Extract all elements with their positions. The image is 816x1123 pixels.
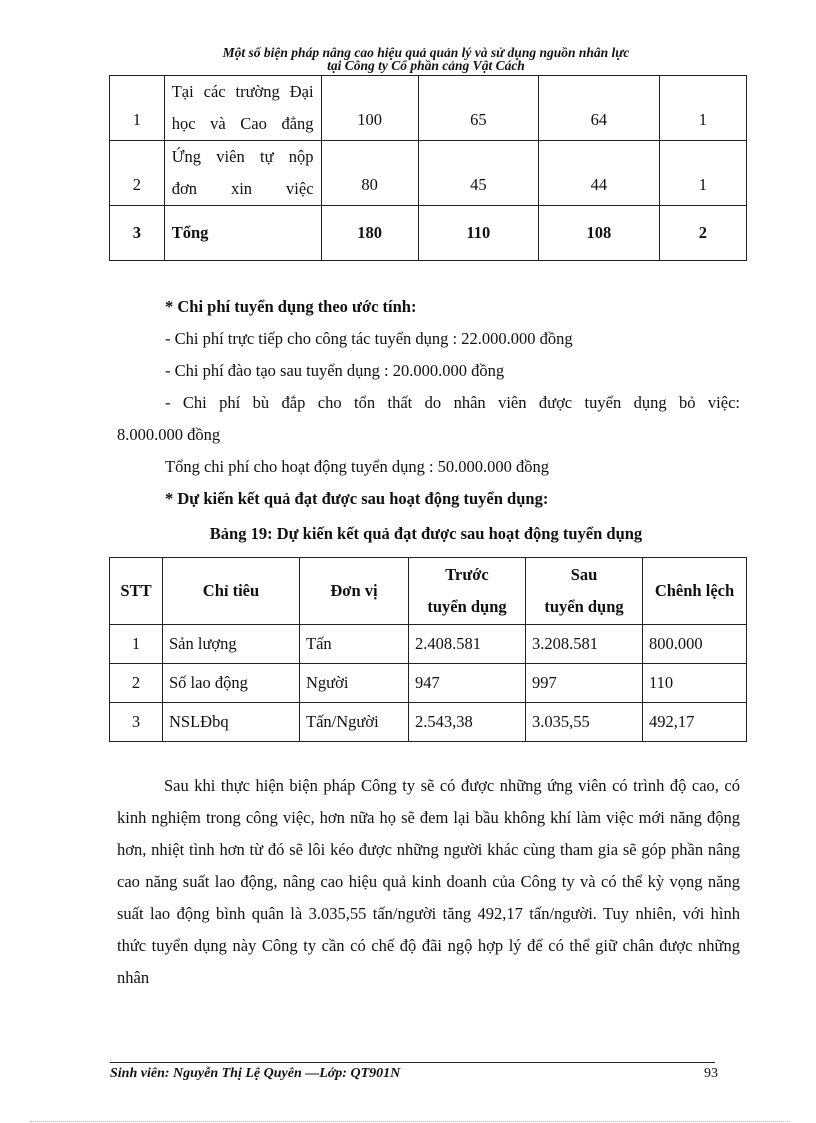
row-value: 1 [659, 141, 746, 206]
total-value: 110 [418, 206, 538, 261]
cell-chitieu: Sản lượng [163, 625, 300, 664]
cell-truoc: 2.543,38 [409, 703, 526, 742]
cost-total: Tổng chi phí cho hoạt động tuyển dụng : 50.000.000 đồng [165, 457, 550, 476]
cell-chenhlech: 800.000 [643, 625, 747, 664]
table-row [110, 703, 747, 742]
row-source-line1: Tại các trường Đại [171, 82, 314, 101]
footer-author: Sinh viên: Nguyễn Thị Lệ Quyên —Lớp: QT901N [110, 1066, 401, 1081]
row-value: 64 [539, 76, 660, 141]
row-stt: 1 [110, 76, 165, 141]
col-header-donvi: Đơn vị [300, 558, 409, 625]
table-row [110, 141, 747, 206]
row-source-line1: Ứng viên tự nộp [171, 147, 314, 166]
table-row [110, 625, 747, 664]
cell-stt: 2 [110, 664, 163, 703]
col-header-truoc-line2: tuyển dụng [427, 597, 507, 616]
cell-sau: 3.208.581 [526, 625, 643, 664]
page-header [110, 46, 742, 72]
page-bottom-border [30, 1121, 790, 1122]
cost-item-direct: - Chi phí trực tiếp cho công tác tuyển dụng : 22.000.000 đồng [165, 329, 573, 348]
results-heading: * Dự kiến kết quả đạt được sau hoạt động tuyển dụng: [165, 489, 549, 508]
cell-chenhlech: 110 [643, 664, 747, 703]
col-header-sau-line2: tuyển dụng [544, 597, 624, 616]
col-header-chenhlech: Chênh lệch [643, 558, 747, 625]
cell-truoc: 2.408.581 [409, 625, 526, 664]
col-header-truoc-line1: Trước [445, 565, 489, 584]
row-source [164, 141, 321, 206]
total-value: 180 [321, 206, 418, 261]
row-value: 65 [418, 76, 538, 141]
col-header-truoc [409, 558, 526, 625]
cost-item-compensation: - Chi phí bù đắp cho tổn thất do nhân viên được tuyển dụng bỏ việc: [165, 393, 740, 412]
row-source-line2: học và Cao đẳng [171, 114, 314, 133]
table-total-row [110, 206, 747, 261]
header-line-1: Một số biện pháp nâng cao hiệu quả quản lý và sử dụng nguồn nhân lực [222, 45, 630, 60]
cell-sau: 3.035,55 [526, 703, 643, 742]
row-source-line2: đơn xin việc [171, 179, 314, 198]
body-paragraph: Sau khi thực hiện biện pháp Công ty sẽ có được những ứng viên có trình độ cao, có kinh nghiệm trong công việc, hơn nữa họ sẽ đem lại bầu không khí làm việc mới năng động hơn, nhiệt tình hơn từ đó sẽ lôi kéo được những người khác cùng tham gia sẽ góp phần nâng cao năng suất lao động, nâng cao hiệu quả kinh doanh của Công ty và có thể kỳ vọng năng suất lao động bình quân là 3.035,55 tấn/người tăng 492,17 tấn/người. Tuy nhiên, với hình thức tuyển dụng này Công ty cần có chế độ đãi ngộ hợp lý để có thể giữ chân được những nhân [117, 776, 740, 987]
results-table [109, 557, 747, 742]
row-value: 44 [539, 141, 660, 206]
cell-stt: 1 [110, 625, 163, 664]
cell-donvi: Tấn/Người [300, 703, 409, 742]
cost-item-compensation-amount: 8.000.000 đồng [117, 425, 221, 444]
footer-divider [110, 1062, 715, 1063]
total-value: 108 [539, 206, 660, 261]
cost-item-training: - Chi phí đào tạo sau tuyển dụng : 20.000.000 đồng [165, 361, 505, 380]
cell-sau: 997 [526, 664, 643, 703]
cell-donvi: Tấn [300, 625, 409, 664]
table-row [110, 76, 747, 141]
cell-donvi: Người [300, 664, 409, 703]
cost-heading: * Chi phí tuyển dụng theo ước tính: [165, 297, 417, 316]
col-header-sau [526, 558, 643, 625]
recruitment-table [109, 75, 747, 261]
cell-stt: 3 [110, 703, 163, 742]
row-value: 80 [321, 141, 418, 206]
col-header-stt: STT [110, 558, 163, 625]
row-source [164, 76, 321, 141]
cell-chenhlech: 492,17 [643, 703, 747, 742]
total-label: Tổng [164, 206, 321, 261]
col-header-sau-line1: Sau [570, 565, 598, 584]
table-row [110, 664, 747, 703]
row-value: 100 [321, 76, 418, 141]
cell-chitieu: NSLĐbq [163, 703, 300, 742]
col-header-chitieu: Chỉ tiêu [163, 558, 300, 625]
row-value: 45 [418, 141, 538, 206]
total-value: 2 [659, 206, 746, 261]
row-stt: 2 [110, 141, 165, 206]
cell-truoc: 947 [409, 664, 526, 703]
table-header-row [110, 558, 747, 625]
table-caption: Bảng 19: Dự kiến kết quả đạt được sau hoạt động tuyển dụng [209, 524, 643, 543]
cell-chitieu: Số lao động [163, 664, 300, 703]
page-number: 93 [704, 1066, 718, 1081]
header-line-2: tại Công ty Cổ phần cảng Vật Cách [327, 58, 525, 73]
total-stt: 3 [110, 206, 165, 261]
row-value: 1 [659, 76, 746, 141]
